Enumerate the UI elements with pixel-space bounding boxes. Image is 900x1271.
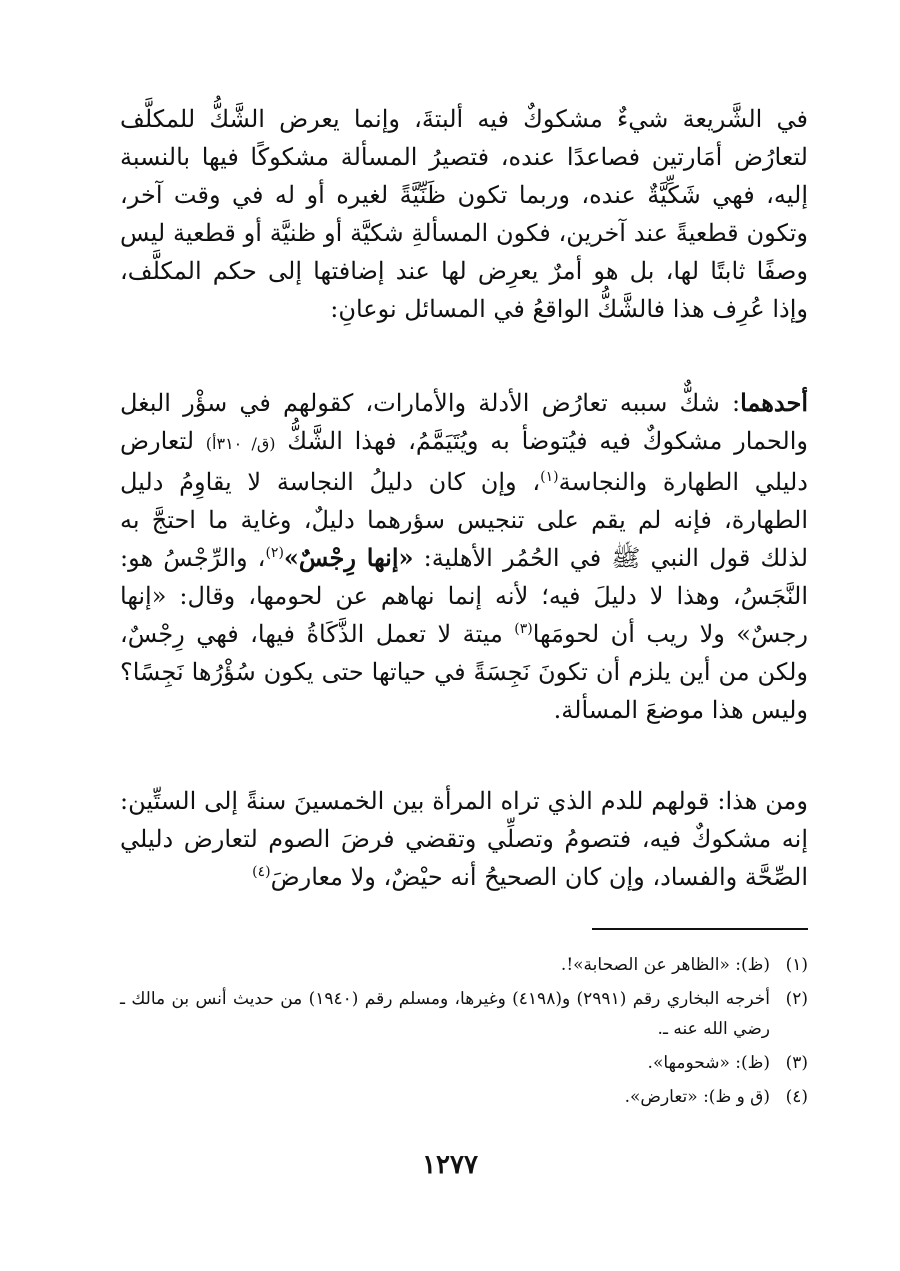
paragraph-3	[120, 782, 808, 896]
page-number: ١٢٧٧	[422, 1150, 478, 1180]
paragraph-1: في الشَّريعة شيءٌ مشكوكٌ فيه ألبتةَ، وإنما يعرض الشَّكُّ للمكلَّف لتعارُض أمَارتين فصاعدًا عنده، فتصيرُ المسألة مشكوكًا فيها بالنسبة إليه، فهي شَكِّيَّةٌ عنده، وربما تكون ظَنِّيَّةً لغيره أو له في وقت آخر، وتكون قطعيةً عند آخرين، فكون المسألةِ شكيَّة أو ظنيَّة أو قطعية ليس وصفًا ثابتًا لها، بل هو أمرٌ يعرِض لها عند إضافتها إلى حكم المكلَّف، وإذا عُرِف هذا فالشَّكُّ الواقعُ في المسائل نوعانِ:	[120, 105, 808, 323]
paragraph-2-part-2: لتعارض دليلي الطهارة والنجاسة	[120, 427, 808, 496]
footnote-text: (ق و ظ): «تعارض».	[624, 1087, 770, 1107]
paragraph-2-part-3: ، وإن كان دليلُ النجاسة لا يقاوِمُ دليل الطهارة، فإنه لم يقم على تنجيس سؤرهما دليلٌ، وغاية ما احتجَّ به لذلك قول النبي ﷺ في الحُمُر الأهلية:	[120, 468, 809, 572]
footnotes	[120, 950, 808, 1116]
footnote-ref-1[interactable]: (١)	[540, 469, 559, 485]
paragraph-2-part-1: : شكٌّ سببه تعارُض الأدلة والأمارات، كقولهم في سؤْر البغل والحمار مشكوكٌ فيه فيُتوضأ به ويُتَيَمَّمُ، فهذا الشَّكُّ	[120, 389, 808, 455]
footnote-4	[120, 1082, 808, 1112]
footnote-number: (١)	[785, 955, 808, 975]
footnote-text: أخرجه البخاري رقم (٢٩٩١) و(٤١٩٨) وغيرها، ومسلم رقم (١٩٤٠) من حديث أنس بن مالك ـ رضي الله عنه ـ.	[120, 989, 770, 1039]
paragraph-2-part-4: ، والرِّجْسُ هو: النَّجَسُ، وهذا لا دليلَ فيه؛ لأنه إنما نهاهم عن لحومها، وقال: «إنها رجسٌ» ولا ريب أن لحومَها	[120, 544, 809, 648]
footnote-text: (ظ): «الظاهر عن الصحابة»!.	[560, 955, 770, 975]
manuscript-folio-note: (ق/ ٣١٠أ)	[205, 434, 276, 453]
footnote-3	[120, 1048, 808, 1078]
footnote-2	[120, 984, 808, 1044]
footnote-number: (٢)	[785, 989, 808, 1009]
footnote-number: (٤)	[785, 1087, 808, 1107]
hadith-quote: «إنها رِجْسٌ»	[283, 543, 414, 572]
footnote-text: (ظ): «شحومها».	[647, 1053, 770, 1073]
footnote-1	[120, 950, 808, 980]
paragraph-2-part-5: ميتة لا تعمل الذَّكَاةُ فيها، فهي رِجْسٌ، ولكن من أين يلزم أن تكونَ نَجِسَةً في حياتها حتى يكون سُؤْرُها نَجِسًا؟ وليس هذا موضعَ المسألة.	[120, 620, 808, 724]
footnote-number: (٣)	[785, 1053, 808, 1073]
footnote-ref-4[interactable]: (٤)	[252, 864, 271, 880]
footnote-ref-3[interactable]: (٣)	[514, 621, 533, 637]
paragraph-3-text: ومن هذا: قولهم للدم الذي تراه المرأة بين الخمسينَ سنةً إلى الستِّين: إنه مشكوكٌ فيه، فتصومُ وتصلِّي وتقضي فرضَ الصوم لتعارض دليلي الصِّحَّة والفساد، وإن كان الصحيحُ أنه حيْضٌ، ولا معارضَ	[120, 787, 808, 891]
footnote-ref-2[interactable]: (٢)	[265, 545, 284, 561]
footnote-divider	[592, 928, 808, 930]
paragraph-2	[120, 384, 808, 729]
paragraph-2-lead: أحدهما	[740, 388, 809, 417]
